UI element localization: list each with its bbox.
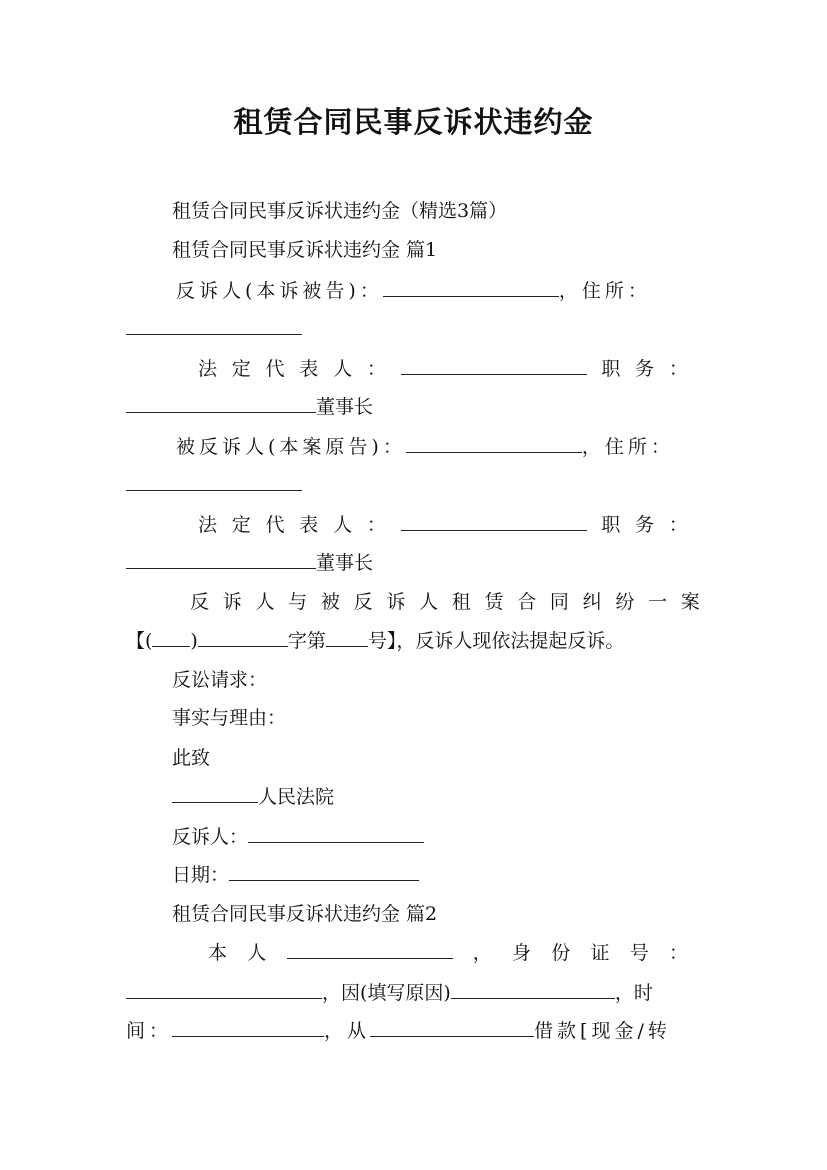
case-c9: 赁 [484,591,504,613]
court-text: 人民法院 [258,786,335,808]
p2-name-blank [287,940,453,959]
legal-rep-c4: 人 [333,358,353,380]
legal-rep-2-c1: 定 [231,514,251,536]
case-line [190,590,700,614]
p2-id-c2: 证 [590,942,610,964]
case-c12: 纠 [582,591,602,613]
case-year-blank [152,628,190,647]
legal-rep-2-c3: 表 [299,514,319,536]
legal-rep-2-c4: 人 [333,514,353,536]
case-no-tail: ，反诉人现依法提起反诉。 [396,630,625,652]
respectfully-text: 此致 [172,747,211,769]
case-number-blank [326,628,368,647]
p2-loan: 借款[现金/转 [534,1020,671,1042]
case-c0: 反 [190,591,210,613]
p2-from-blank [370,1018,534,1037]
p2-reason-blank [451,980,615,999]
court-blank [172,784,258,803]
facts-heading: 事实与理由： [172,707,287,729]
p2-reason-open: ，因(填写原因) [322,982,451,1004]
part1-heading: 租赁合同民事反诉状违约金 篇1 [172,239,438,261]
legal-rep-blank [401,356,587,375]
counter-plaintiff-line [176,278,651,303]
residence-label-2: ，住所： [581,436,674,458]
case-c13: 纷 [615,591,635,613]
case-no-hao: 号】 [367,630,397,652]
chairman-text: 董事长 [316,396,374,418]
part2-heading: 租赁合同民事反诉状违约金 篇2 [172,903,438,925]
residence-blank [126,316,302,335]
p2-self-c1: 人 [247,942,267,964]
case-no-zi: 字第 [287,630,326,652]
signature-label: 反诉人： [172,826,249,848]
case-c7: 人 [419,591,439,613]
case-c2: 人 [255,591,275,613]
court-line [172,784,334,809]
chairman-text-2: 董事长 [316,552,374,574]
position-blank-2 [126,550,316,569]
legal-rep-line-2 [198,512,688,537]
position-c1: 务 [635,358,655,380]
date-blank [229,862,419,881]
p2-id-blank [126,980,322,999]
p2-time-blank [172,1018,324,1037]
case-court-blank [198,628,288,647]
p2-self-line [208,940,688,965]
legal-rep-2-c0: 法 [198,514,218,536]
signature-blank [248,824,424,843]
date-label: 日期： [172,864,230,886]
case-c8: 租 [451,591,471,613]
residence-blank-2 [126,472,302,491]
case-c10: 合 [517,591,537,613]
case-no-open: 【( [126,630,153,652]
case-no-close: ) [190,630,198,652]
intro-line: 租赁合同民事反诉状违约金（精选3篇） [172,200,508,222]
legal-rep-line [198,356,688,381]
case-c15: 案 [680,591,700,613]
residence-blank-line [126,316,302,341]
residence-label: ，住所： [558,280,651,302]
chairman-line-2 [126,550,373,575]
chairman-line [126,394,373,419]
case-c4: 被 [320,591,340,613]
counter-defendant-blank [406,434,582,453]
document-title: 租赁合同民事反诉状违约金 [233,105,594,139]
p2-self-c0: 本 [208,942,228,964]
p2-id-c1: 份 [551,942,571,964]
counter-plaintiff-blank [383,278,559,297]
legal-rep-blank-2 [401,512,587,531]
case-c14: 一 [648,591,668,613]
p2-time-tail: ，时 [614,982,653,1004]
case-c6: 诉 [386,591,406,613]
position-2-c0: 职 [601,514,621,536]
signature-line [172,824,424,849]
p2-jian: 间： [126,1020,173,1042]
legal-rep-c5: ： [366,358,386,380]
p2-reason-line [126,980,653,1005]
legal-rep-2-c5: ： [366,514,386,536]
case-c3: 与 [288,591,308,613]
position-c0: 职 [601,358,621,380]
p2-id-c0: 身 [511,942,531,964]
legal-rep-c1: 定 [231,358,251,380]
legal-rep-c0: 法 [198,358,218,380]
position-c2: ： [668,358,688,380]
date-line [172,862,419,887]
position-2-c1: 务 [635,514,655,536]
counter-defendant-label: 被反诉人(本案原告)： [176,436,406,458]
p2-id-c4: ： [668,942,688,964]
legal-rep-c3: 表 [299,358,319,380]
counter-plaintiff-label: 反诉人(本诉被告)： [176,280,383,302]
p2-from: ，从 [324,1020,371,1042]
case-number-line [126,628,624,653]
p2-comma: ， [472,942,492,964]
legal-rep-c2: 代 [265,358,285,380]
position-blank [126,394,316,413]
case-c1: 诉 [222,591,242,613]
counter-defendant-line [176,434,674,459]
case-c11: 同 [549,591,569,613]
legal-rep-2-c2: 代 [265,514,285,536]
position-2-c2: ： [668,514,688,536]
residence-blank-line-2 [126,472,302,497]
case-c5: 反 [353,591,373,613]
p2-time-line [126,1018,671,1043]
claims-heading: 反讼请求： [172,669,268,691]
p2-id-c3: 号 [629,942,649,964]
